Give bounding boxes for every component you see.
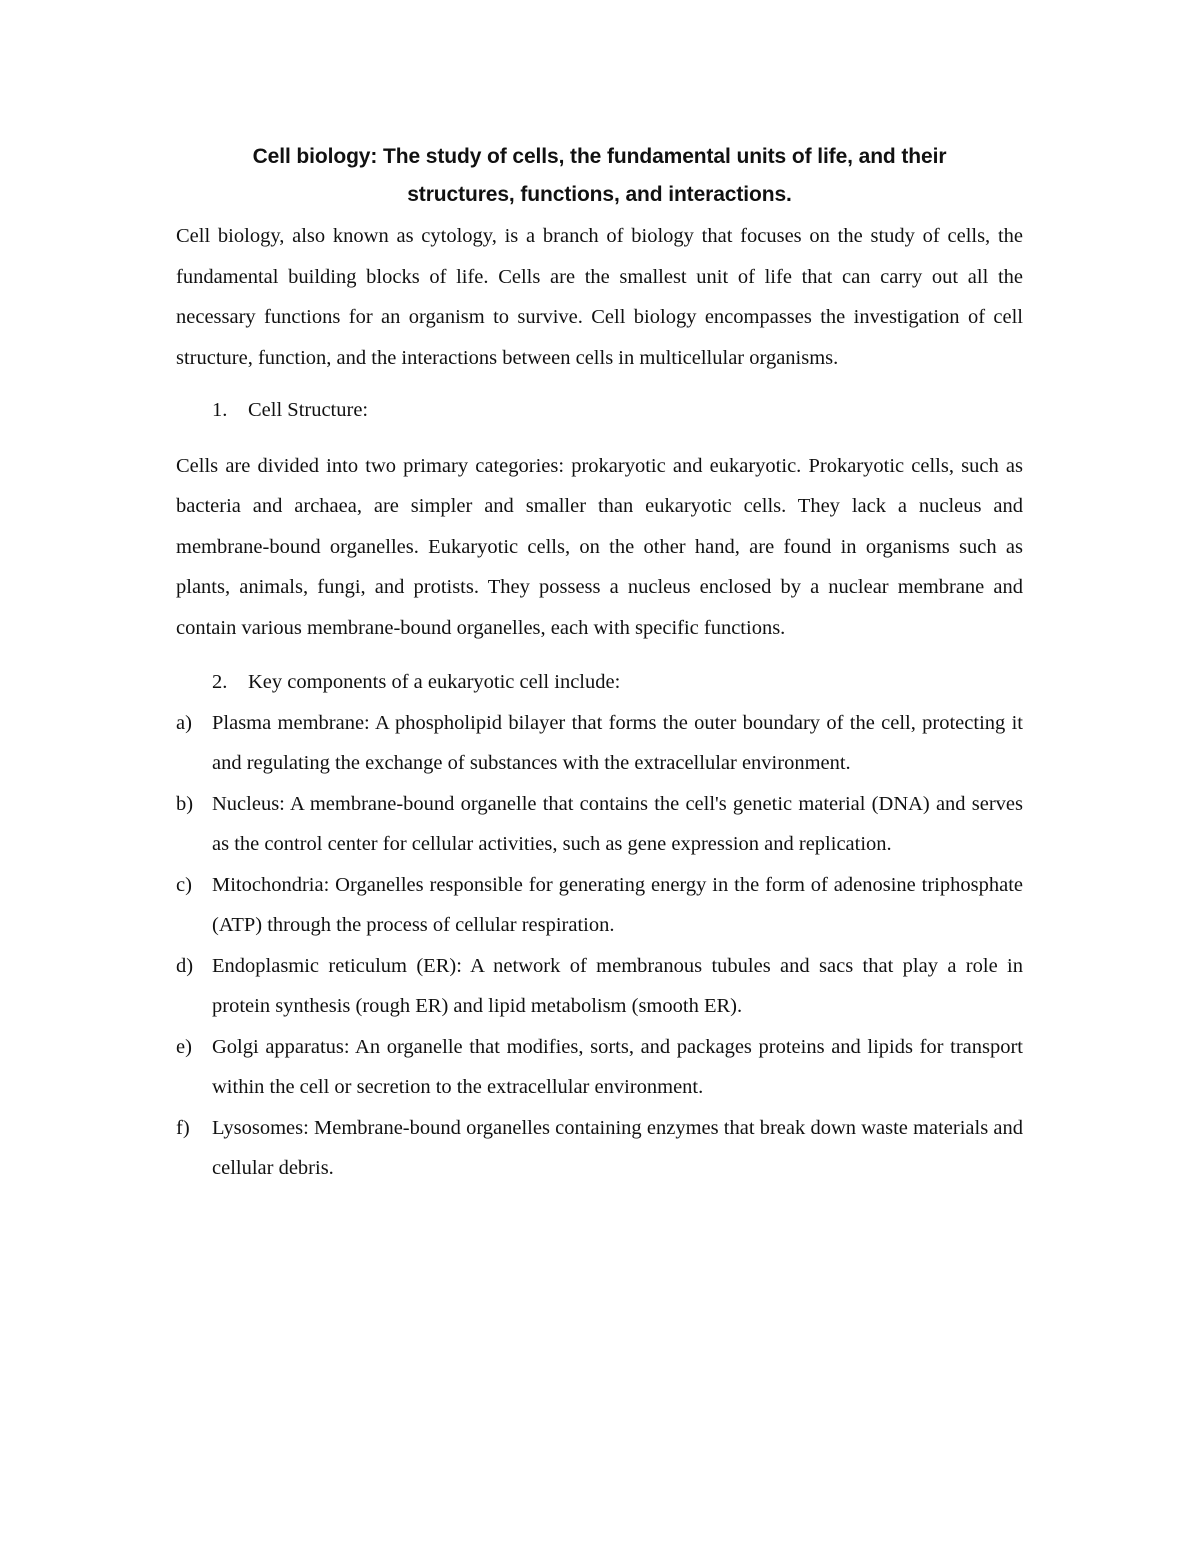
- list-item: [176, 1108, 1023, 1189]
- list-marker: d): [176, 954, 194, 977]
- list-marker: b): [176, 792, 194, 815]
- section-1-heading: [212, 390, 1023, 431]
- list-item: [176, 946, 1023, 1027]
- document-title: [176, 138, 1023, 214]
- list-item-text: Mitochondria: Organelles responsible for generating energy in the form of adenosine triphosphate (ATP) through the process of cellular respiration.: [212, 873, 1023, 936]
- intro-paragraph: Cell biology, also known as cytology, is a branch of biology that focuses on the study of cells, the fundamental building blocks of life. Cells are the smallest unit of life that can carry out all the necessary functions for an organism to survive. Cell biology encompasses the investigation of cell structure, function, and the interactions between cells in multicellular organisms.: [176, 225, 1023, 369]
- list-item: [176, 703, 1023, 784]
- section-2-number: 2.: [212, 671, 228, 693]
- list-marker: e): [176, 1035, 192, 1058]
- title-line-2: structures, functions, and interactions.: [407, 183, 792, 206]
- list-item: [176, 865, 1023, 946]
- title-line-1: Cell biology: The study of cells, the fundamental units of life, and their: [252, 145, 947, 168]
- list-item-text: Plasma membrane: A phospholipid bilayer that forms the outer boundary of the cell, protecting it and regulating the exchange of substances with the extracellular environment.: [212, 711, 1023, 774]
- list-marker: f): [176, 1116, 190, 1139]
- section-1-number: 1.: [212, 399, 228, 421]
- list-item-text: Lysosomes: Membrane-bound organelles containing enzymes that break down waste materials and cellular debris.: [212, 1116, 1023, 1179]
- section-2-heading: [212, 662, 1023, 703]
- list-item-text: Nucleus: A membrane-bound organelle that contains the cell's genetic material (DNA) and serves as the control center for cellular activities, such as gene expression and replication.: [212, 792, 1023, 855]
- section-2-title: Key components of a eukaryotic cell include:: [248, 671, 621, 693]
- list-marker: c): [176, 873, 192, 896]
- components-list: [176, 703, 1023, 1189]
- list-item-text: Golgi apparatus: An organelle that modifies, sorts, and packages proteins and lipids for transport within the cell or secretion to the extracellular environment.: [212, 1035, 1023, 1098]
- section-1-title: Cell Structure:: [248, 399, 369, 421]
- list-marker: a): [176, 711, 192, 734]
- list-item-text: Endoplasmic reticulum (ER): A network of membranous tubules and sacs that play a role in protein synthesis (rough ER) and lipid metabolism (smooth ER).: [212, 954, 1023, 1017]
- document-page: [176, 138, 1023, 1189]
- list-item: [176, 784, 1023, 865]
- section-1-body: Cells are divided into two primary categories: prokaryotic and eukaryotic. Prokaryotic cells, such as bacteria and archaea, are simpler and smaller than eukaryotic cells. They lack a nucleus and membrane-bound organelles. Eukaryotic cells, on the other hand, are found in organisms such as plants, animals, fungi, and protists. They possess a nucleus enclosed by a nuclear membrane and contain various membrane-bound organelles, each with specific functions.: [176, 454, 1023, 639]
- list-item: [176, 1027, 1023, 1108]
